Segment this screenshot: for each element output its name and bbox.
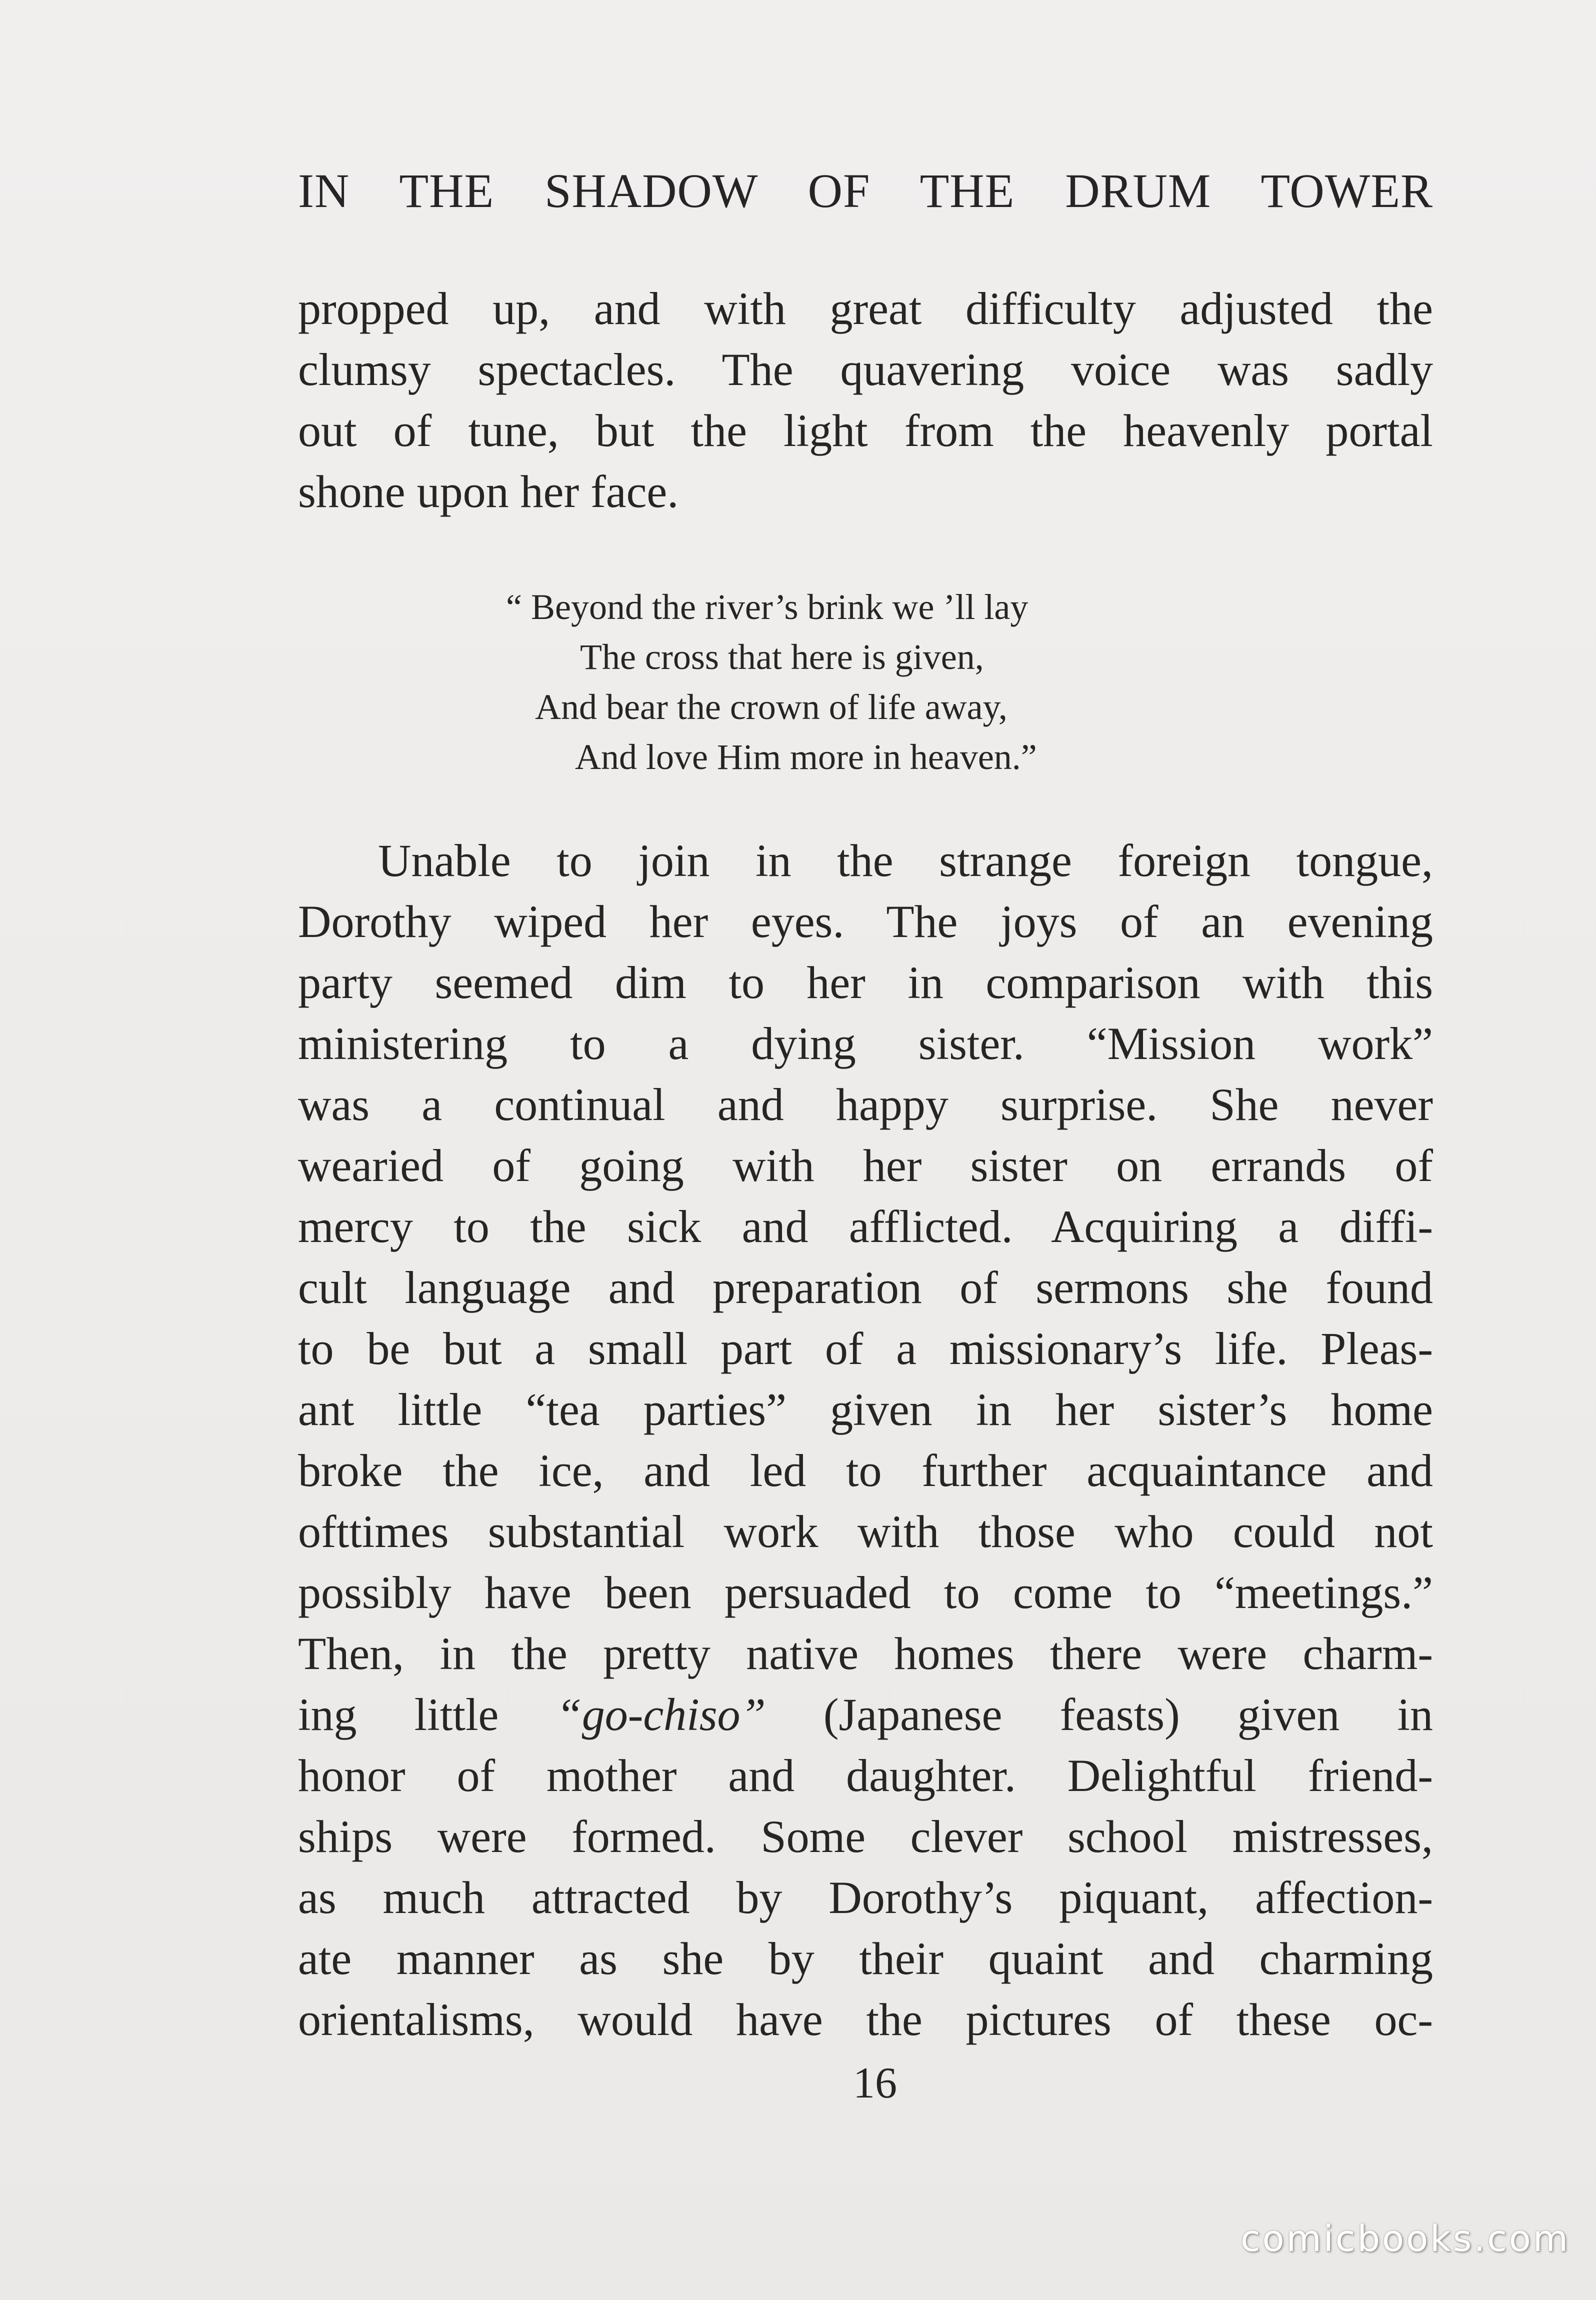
verse-line: “ Beyond the river’s brink we ’ll lay	[506, 587, 1028, 627]
body-line: possibly have been persuaded to come to “meetings.”	[298, 1567, 1433, 1618]
body-line: propped up, and with great difficulty adjusted the	[298, 283, 1433, 334]
body-line: as much attracted by Dorothy’s piquant, affection-	[298, 1872, 1433, 1923]
body-line: out of tune, but the light from the heavenly portal	[298, 405, 1433, 456]
body-line: mercy to the sick and afflicted. Acquiring a diffi-	[298, 1201, 1433, 1252]
body-line: ate manner as she by their quaint and charming	[298, 1933, 1433, 1984]
verse-line: The cross that here is given,	[580, 637, 984, 677]
body-line	[298, 1684, 1433, 1745]
body-line: orientalisms, would have the pictures of these oc-	[298, 1994, 1433, 2045]
body-line: cult language and preparation of sermons she found	[298, 1262, 1433, 1313]
body-line: wearied of going with her sister on errands of	[298, 1140, 1433, 1191]
body-line: Dorothy wiped her eyes. The joys of an evening	[298, 896, 1433, 947]
body-text: (Japanese feasts) given in	[766, 1689, 1433, 1740]
body-line: ministering to a dying sister. “Mission work”	[298, 1018, 1433, 1069]
italic-term: “go-chiso”	[556, 1689, 766, 1740]
body-line: ships were formed. Some clever school mistresses,	[298, 1811, 1433, 1862]
body-line: shone upon her face.	[298, 466, 679, 517]
body-line: was a continual and happy surprise. She never	[298, 1079, 1433, 1130]
body-line: party seemed dim to her in comparison with this	[298, 957, 1433, 1008]
body-line: broke the ice, and led to further acquaintance and	[298, 1445, 1433, 1496]
watermark: comicbooks.com	[1240, 2218, 1570, 2260]
body-text: ing little	[298, 1689, 556, 1740]
body-line: honor of mother and daughter. Delightful friend-	[298, 1750, 1433, 1801]
body-line: to be but a small part of a missionary’s life. Pleas-	[298, 1323, 1433, 1374]
running-head: IN THE SHADOW OF THE DRUM TOWER	[298, 164, 1433, 218]
page-number: 16	[853, 2059, 897, 2108]
body-line: ofttimes substantial work with those who could not	[298, 1506, 1433, 1557]
verse-line: And love Him more in heaven.”	[575, 737, 1037, 777]
verse-line: And bear the crown of life away,	[535, 687, 1008, 727]
body-line: ant little “tea parties” given in her sister’s home	[298, 1384, 1433, 1435]
body-line: clumsy spectacles. The quavering voice was sadly	[298, 344, 1433, 395]
body-line: Unable to join in the strange foreign tongue,	[378, 835, 1433, 886]
body-line: Then, in the pretty native homes there were charm-	[298, 1628, 1433, 1679]
